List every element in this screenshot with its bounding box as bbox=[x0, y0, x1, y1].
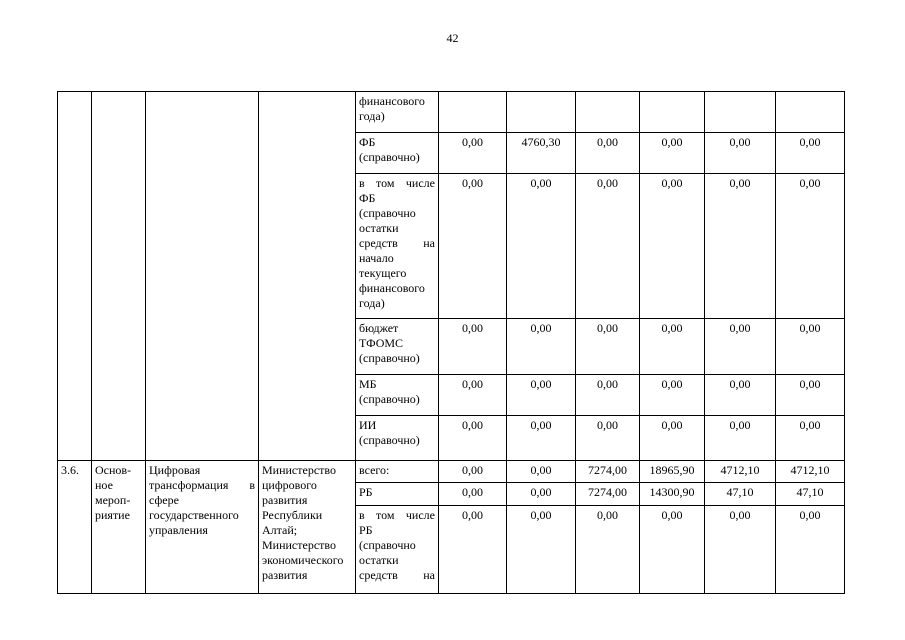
amount-cell: 0,00 bbox=[640, 375, 705, 416]
amount-cell: 0,00 bbox=[576, 319, 640, 375]
amount-cell: 0,00 bbox=[776, 133, 845, 174]
amount-cell: 0,00 bbox=[776, 375, 845, 416]
funding-source-line: финансового bbox=[359, 94, 425, 108]
amount-cell: 0,00 bbox=[439, 375, 507, 416]
budget-table bbox=[57, 91, 845, 594]
funding-source-line: финансового bbox=[359, 281, 425, 295]
item-executor-cell: Министерство цифрового развития Республики Алтай; Министерство экономического развития bbox=[259, 461, 356, 594]
amount-cell: 0,00 bbox=[439, 319, 507, 375]
funding-source-line: ТФОМС bbox=[359, 336, 404, 350]
amount-cell: 0,00 bbox=[705, 416, 776, 461]
funding-source-cell bbox=[356, 506, 439, 594]
amount-cell: 14300,90 bbox=[640, 483, 705, 506]
amount-cell: 0,00 bbox=[507, 506, 576, 594]
amount-cell: 0,00 bbox=[705, 319, 776, 375]
amount-cell: 0,00 bbox=[705, 375, 776, 416]
amount-cell: 47,10 bbox=[705, 483, 776, 506]
page-number: 42 bbox=[446, 31, 459, 45]
funding-source-line: (справочно bbox=[359, 538, 416, 552]
amount-cell bbox=[507, 92, 576, 133]
amount-cell: 0,00 bbox=[507, 375, 576, 416]
amount-cell: 0,00 bbox=[507, 483, 576, 506]
item-type-cell: Основ-ное мероп-риятие bbox=[92, 461, 146, 594]
funding-source-cell bbox=[356, 416, 439, 461]
amount-cell: 0,00 bbox=[439, 461, 507, 483]
amount-cell: 4760,30 bbox=[507, 133, 576, 174]
empty-cell bbox=[259, 92, 356, 461]
funding-source-line: в том числе bbox=[359, 508, 435, 522]
amount-cell: 0,00 bbox=[640, 416, 705, 461]
amount-cell: 0,00 bbox=[640, 319, 705, 375]
amount-cell bbox=[705, 92, 776, 133]
amount-cell: 0,00 bbox=[576, 174, 640, 319]
amount-cell: 0,00 bbox=[776, 174, 845, 319]
funding-source-line: текущего bbox=[359, 266, 407, 280]
funding-source-cell bbox=[356, 133, 439, 174]
funding-source-line: (справочно) bbox=[359, 392, 420, 406]
table-row bbox=[58, 461, 845, 483]
amount-cell: 0,00 bbox=[576, 133, 640, 174]
funding-source-line: (справочно bbox=[359, 206, 416, 220]
funding-source-line: ИИ bbox=[359, 418, 377, 432]
amount-cell: 0,00 bbox=[705, 133, 776, 174]
funding-source-cell bbox=[356, 483, 439, 506]
empty-cell bbox=[92, 92, 146, 461]
amount-cell: 0,00 bbox=[576, 416, 640, 461]
funding-source-line: всего: bbox=[359, 463, 390, 477]
amount-cell: 0,00 bbox=[776, 319, 845, 375]
funding-source-line: бюджет bbox=[359, 321, 399, 335]
funding-source-line: остатки bbox=[359, 221, 399, 235]
amount-cell bbox=[439, 92, 507, 133]
table-row bbox=[58, 92, 845, 133]
amount-cell: 0,00 bbox=[776, 506, 845, 594]
item-name-cell: Цифровая трансформация в сфере государственного управления bbox=[146, 461, 259, 594]
amount-cell: 0,00 bbox=[507, 174, 576, 319]
funding-source-cell bbox=[356, 174, 439, 319]
amount-cell: 0,00 bbox=[439, 506, 507, 594]
amount-cell: 0,00 bbox=[507, 319, 576, 375]
funding-source-line: начало bbox=[359, 251, 394, 265]
amount-cell: 0,00 bbox=[439, 174, 507, 319]
amount-cell: 18965,90 bbox=[640, 461, 705, 483]
empty-cell bbox=[146, 92, 259, 461]
amount-cell bbox=[776, 92, 845, 133]
funding-source-line: (справочно) bbox=[359, 351, 420, 365]
funding-source-cell bbox=[356, 319, 439, 375]
funding-source-line: МБ bbox=[359, 377, 377, 391]
funding-source-line: года) bbox=[359, 296, 385, 310]
funding-source-cell bbox=[356, 375, 439, 416]
funding-source-line: ФБ bbox=[359, 135, 376, 149]
amount-cell: 0,00 bbox=[640, 174, 705, 319]
amount-cell: 0,00 bbox=[576, 506, 640, 594]
amount-cell: 7274,00 bbox=[576, 483, 640, 506]
funding-source-line: (справочно) bbox=[359, 433, 420, 447]
amount-cell: 0,00 bbox=[439, 483, 507, 506]
funding-source-line: ФБ bbox=[359, 191, 376, 205]
amount-cell: 0,00 bbox=[640, 506, 705, 594]
amount-cell bbox=[576, 92, 640, 133]
amount-cell: 0,00 bbox=[507, 461, 576, 483]
funding-source-line: средств на bbox=[359, 568, 435, 582]
amount-cell: 0,00 bbox=[776, 416, 845, 461]
amount-cell: 4712,10 bbox=[705, 461, 776, 483]
funding-source-cell bbox=[356, 92, 439, 133]
amount-cell: 7274,00 bbox=[576, 461, 640, 483]
amount-cell: 0,00 bbox=[576, 375, 640, 416]
amount-cell: 0,00 bbox=[439, 416, 507, 461]
funding-source-line: РБ bbox=[359, 485, 373, 499]
amount-cell bbox=[640, 92, 705, 133]
item-number-cell: 3.6. bbox=[58, 461, 92, 594]
funding-source-line: остатки bbox=[359, 553, 399, 567]
funding-source-line: (справочно) bbox=[359, 150, 420, 164]
funding-source-line: года) bbox=[359, 109, 385, 123]
amount-cell: 0,00 bbox=[507, 416, 576, 461]
amount-cell: 47,10 bbox=[776, 483, 845, 506]
empty-cell bbox=[58, 92, 92, 461]
amount-cell: 0,00 bbox=[439, 133, 507, 174]
amount-cell: 0,00 bbox=[705, 506, 776, 594]
funding-source-line: в том числе bbox=[359, 176, 435, 190]
funding-source-line: средств на bbox=[359, 236, 435, 250]
amount-cell: 0,00 bbox=[705, 174, 776, 319]
amount-cell: 4712,10 bbox=[776, 461, 845, 483]
funding-source-line: РБ bbox=[359, 523, 373, 537]
budget-table-body bbox=[58, 92, 845, 594]
amount-cell: 0,00 bbox=[640, 133, 705, 174]
funding-source-cell bbox=[356, 461, 439, 483]
